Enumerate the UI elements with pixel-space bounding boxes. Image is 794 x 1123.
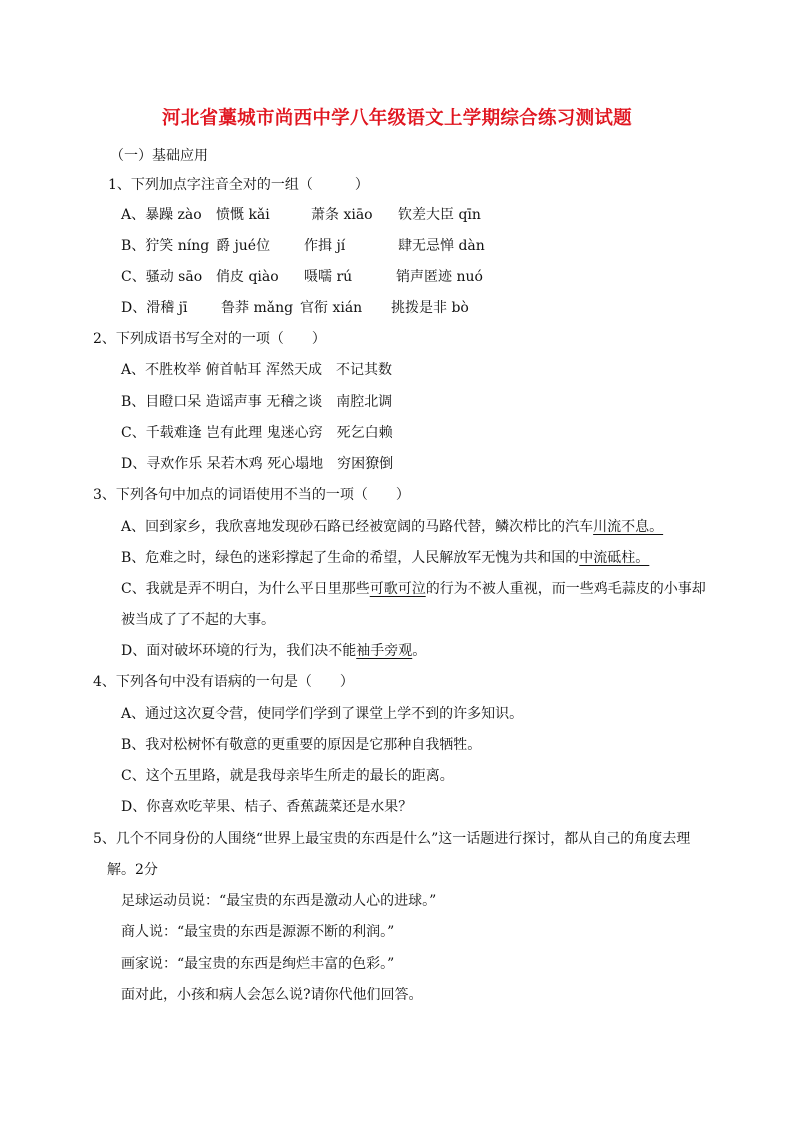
q1-d-4: 挑拨是非 bò (391, 300, 469, 316)
q3-c-term: 可歌可泣 (369, 581, 426, 597)
q5-line-merchant: 商人说：“最宝贵的东西是源源不断的利润。” (121, 924, 395, 940)
q1-b-2: 爵 jué位 (216, 238, 271, 254)
q1-d-3: 官衔 xián (300, 300, 363, 316)
q3-c-text: C、我就是弄不明白，为什么平日里那些 (121, 581, 370, 597)
q5-stem-cont: 解。2分 (107, 862, 158, 878)
q3-d-text-2: 。 (412, 643, 427, 659)
q3-stem: 3、下列各句中加点的词语使用不当的一项（ ） (93, 487, 410, 503)
q1-a-1: A、暴躁 zào (121, 207, 202, 223)
section-heading: （一）基础应用 (110, 148, 208, 164)
q5-stem: 5、几个不同身份的人围绕“世界上最宝贵的东西是什么”这一话题进行探讨，都从自己的角度去理 (93, 831, 691, 847)
q2-option-b: B、目瞪口呆 造谣声事 无稽之谈 南腔北调 (121, 394, 393, 410)
q2-stem: 2、下列成语书写全对的一项（ ） (93, 331, 326, 347)
q2-option-c: C、千载难逢 岂有此理 鬼迷心窍 死乞白赖 (121, 425, 393, 441)
q1-c-1: C、骚动 sāo (121, 269, 203, 285)
q1-c-4: 销声匿迹 nuó (396, 269, 483, 285)
q2-option-a: A、不胜枚举 俯首帖耳 浑然天成 不记其数 (121, 362, 393, 378)
q4-stem: 4、下列各句中没有语病的一句是（ ） (93, 674, 354, 690)
q3-b-term: 中流砥柱。 (579, 550, 650, 566)
q2-option-d: D、寻欢作乐 呆若木鸡 死心塌地 穷困獠倒 (121, 456, 394, 472)
q3-option-c (121, 579, 706, 599)
q3-option-c-cont: 被当成了了不起的大事。 (121, 612, 275, 628)
document-title: 河北省藁城市尚西中学八年级语文上学期综合练习测试题 (161, 108, 632, 129)
q4-option-a: A、通过这次夏令营，使同学们学到了课堂上学不到的许多知识。 (121, 706, 524, 722)
q1-b-4: 肆无忌惮 dàn (398, 238, 485, 254)
q1-b-1: B、狞笑 níng (121, 238, 210, 254)
q5-line-prompt: 面对此，小孩和病人会怎么说?请你代他们回答。 (121, 987, 423, 1003)
q1-d-2: 鲁莽 mǎng (221, 300, 294, 316)
q3-option-a (121, 517, 663, 537)
q1-c-3: 嗫嚅 rú (304, 269, 353, 285)
q1-a-2: 愤慨 kǎi (216, 207, 270, 223)
q4-option-c: C、这个五里路，就是我母亲毕生所走的最长的距离。 (121, 768, 454, 784)
q4-option-d: D、你喜欢吃苹果、桔子、香蕉蔬菜还是水果？ (121, 799, 413, 815)
q1-c-2: 俏皮 qiào (216, 269, 279, 285)
q3-a-text: A、回到家乡，我欣喜地发现砂石路已经被宽阔的马路代替，鳞次栉比的汽车 (121, 519, 594, 535)
q3-d-term: 袖手旁观 (356, 643, 413, 659)
q1-d-1: D、滑稽 jī (121, 300, 188, 316)
q3-b-text: B、危难之时，绿色的迷彩撑起了生命的希望，人民解放军无愧为共和国的 (121, 550, 580, 566)
q1-a-4: 钦差大臣 qīn (398, 207, 481, 223)
q5-line-painter: 画家说：“最宝贵的东西是绚烂丰富的色彩。” (121, 956, 395, 972)
q5-line-footballer: 足球运动员说：“最宝贵的东西是激动人心的进球。” (121, 893, 437, 909)
q3-option-d (121, 641, 426, 661)
q1-a-3: 萧条 xiāo (311, 207, 373, 223)
q3-c-text-2: 的行为不被人重视，而一些鸡毛蒜皮的小事却 (425, 581, 706, 597)
q1-stem: 1、下列加点字注音全对的一组（ ） (108, 177, 369, 193)
q3-d-text: D、面对破坏环境的行为，我们决不能 (121, 643, 357, 659)
q1-b-3: 作揖 jí (304, 238, 346, 254)
q4-option-b: B、我对松树怀有敬意的更重要的原因是它那种自我牺牲。 (121, 737, 482, 753)
q3-option-b (121, 548, 649, 568)
q3-a-term: 川流不息。 (593, 519, 664, 535)
